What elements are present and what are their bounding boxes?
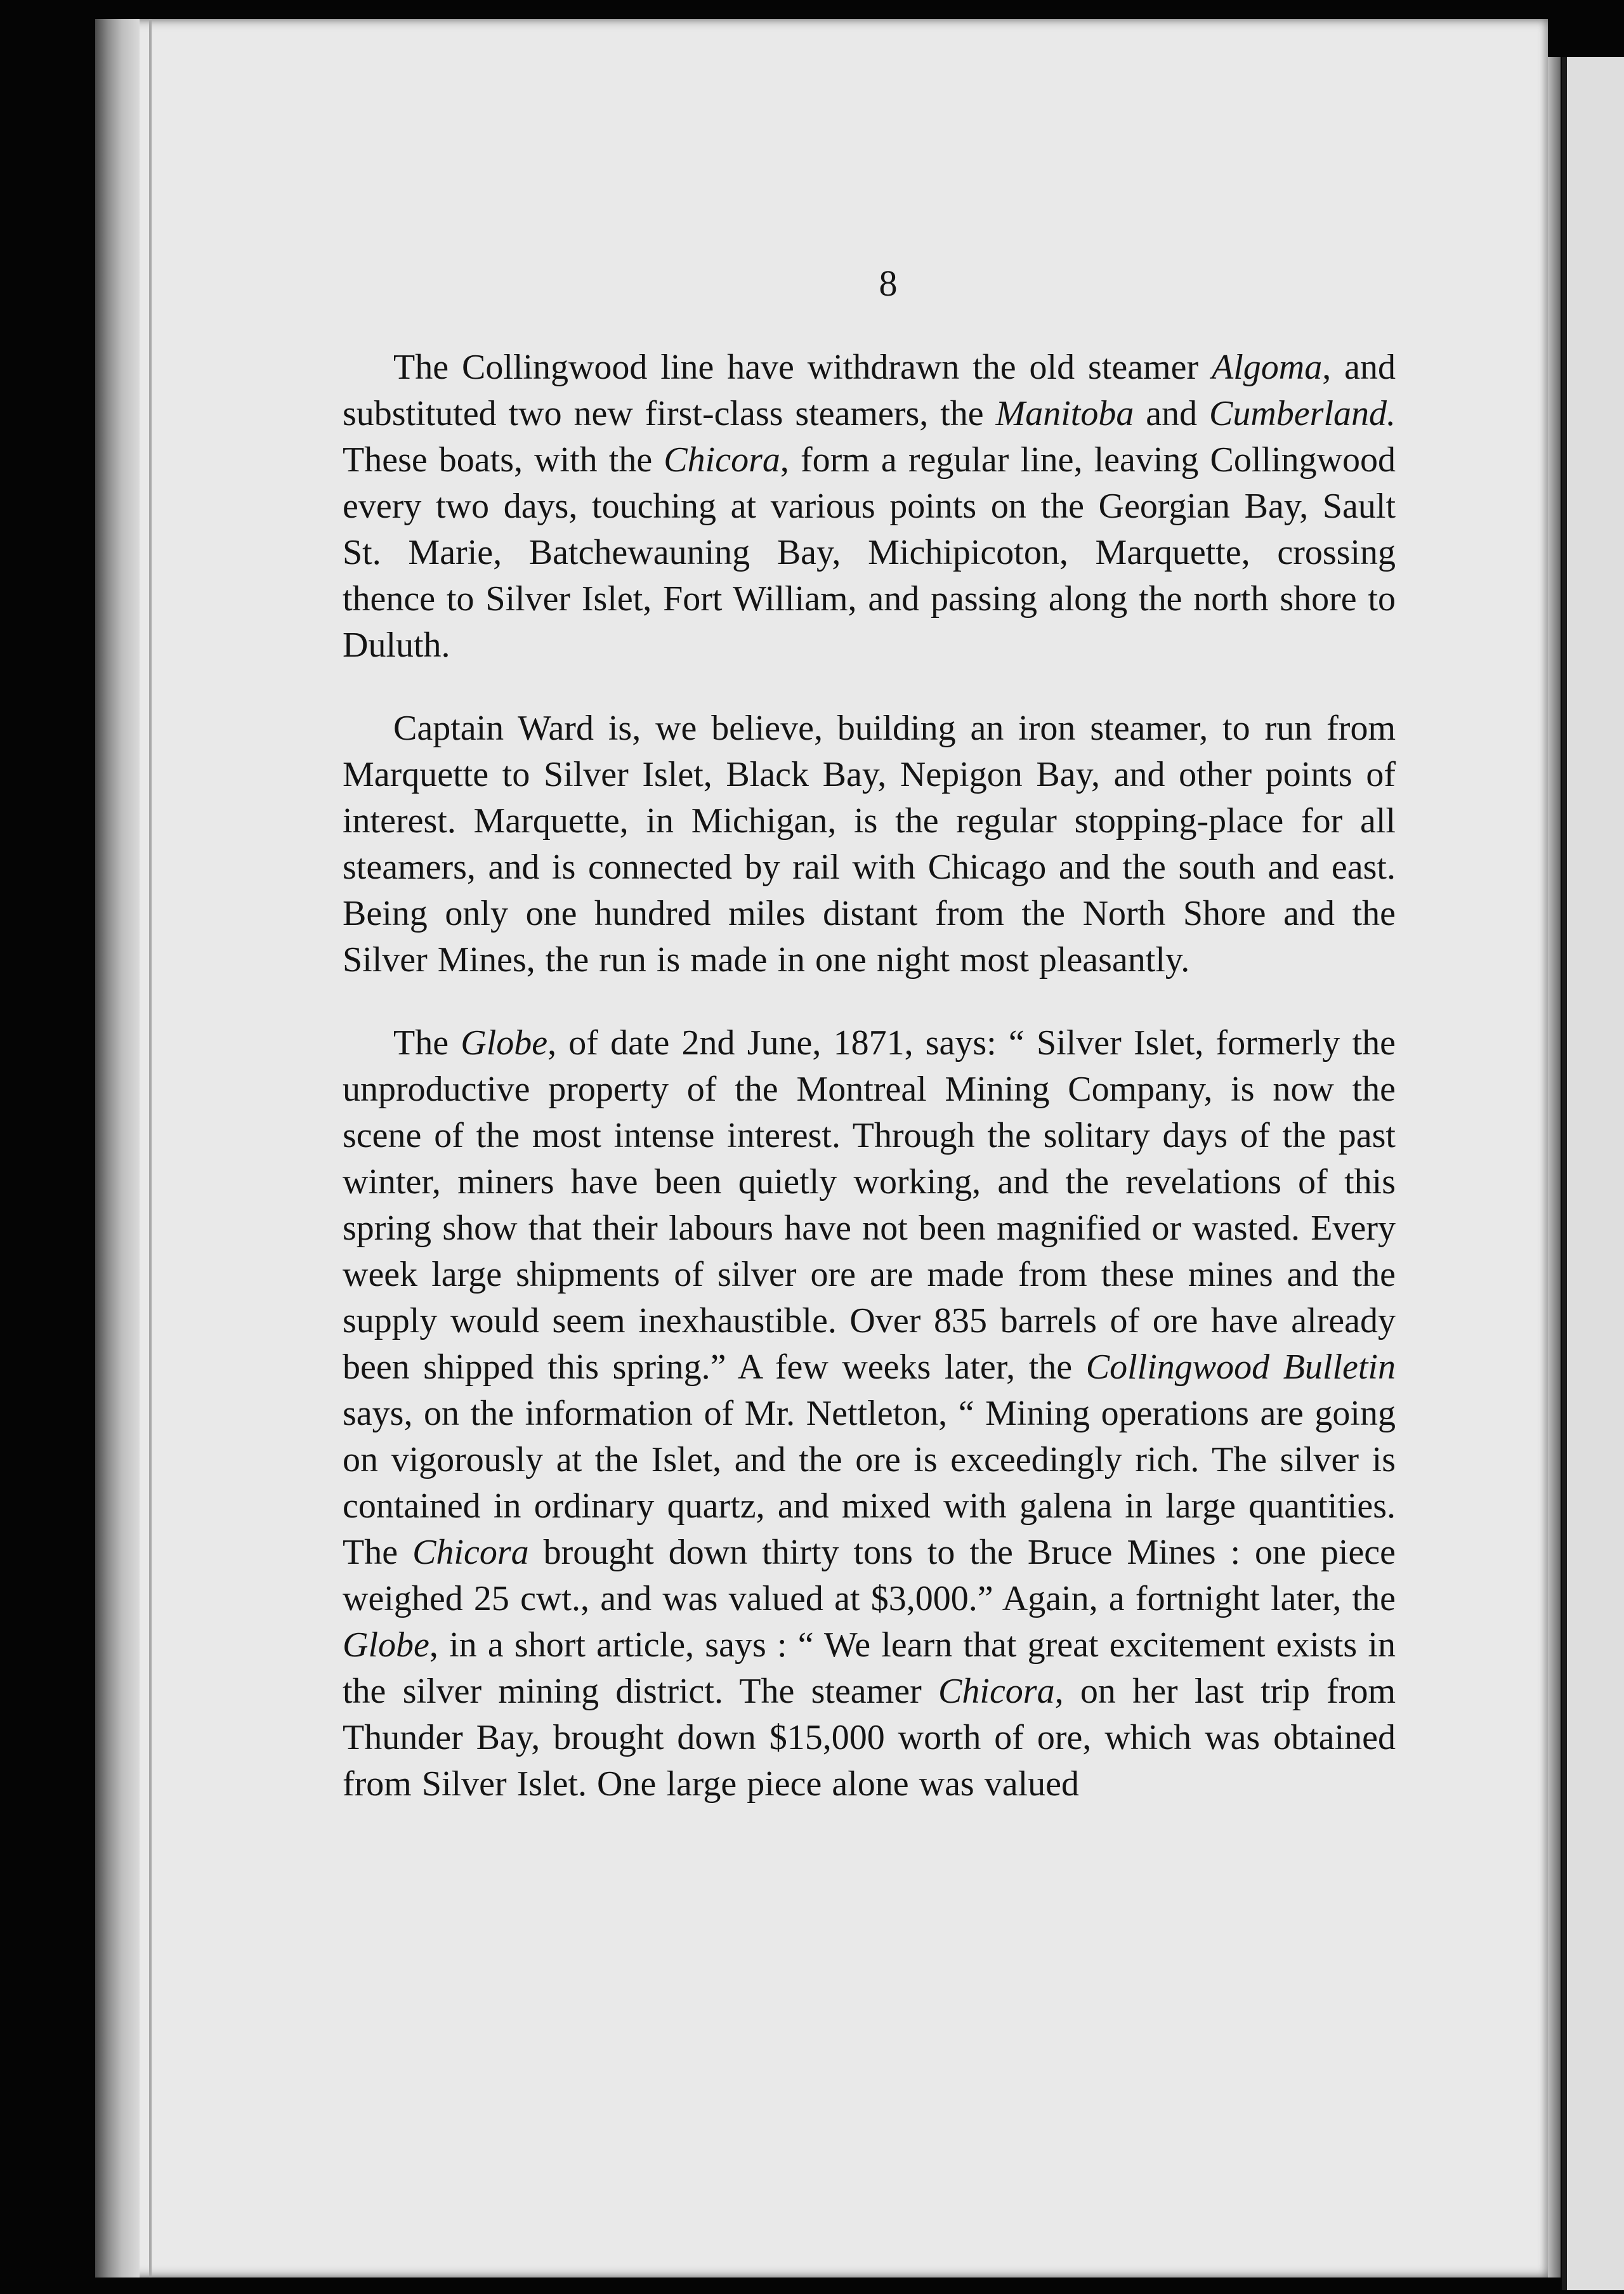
italic-text: Chicora [664, 440, 780, 480]
text-run: , and substituted two new first-class steamers, the [343, 348, 1396, 433]
text-run: says, on the information of Mr. Nettleton, “ Mining operations are going on vigorously at the Islet, and the ore is exceedingly rich. The silver is contained in ordinary quartz, and mixed with galena in large quantities. The [343, 1394, 1396, 1572]
italic-text: Globe [461, 1023, 548, 1063]
italic-text: Collingwood Bulletin [1085, 1347, 1396, 1387]
body-text [343, 344, 1396, 1807]
italic-text: Chicora [412, 1533, 529, 1572]
text-run: , in a short article, says : “ We learn that great excitement exists in the silver mining district. The steamer [343, 1625, 1396, 1711]
italic-text: Algoma [1212, 348, 1323, 387]
italic-text: Chicora [938, 1672, 1055, 1711]
text-run: These boats, with the [343, 440, 664, 480]
paragraph [343, 1020, 1396, 1807]
page-content [343, 260, 1396, 1844]
italic-text: Cumberland. [1209, 394, 1396, 433]
italic-text: Manitoba [995, 394, 1134, 433]
text-run: brought down thirty tons to the Bruce Mines : one piece weighed 25 cwt., and was valued at $3,000.” Again, a fortnight later, the [343, 1533, 1396, 1618]
text-run: Captain Ward is, we believe, building an iron steamer, to run from Marquette to Silver Islet, Black Bay, Nepigon Bay, and other points of interest. Marquette, in Michigan, is the regular stopping-place for all steamers, and is connected by rail with Chicago and the south and east. Being only one hundred miles distant from the North Shore and the Silver Mines, the run is made in one night most pleasantly. [343, 709, 1396, 980]
text-run: , of date 2nd June, 1871, says: “ Silver Islet, formerly the unproductive property of the Montreal Mining Company, is now the scene of the most intense interest. Through the solitary days of the past winter, miners have been quietly working, and the revelations of this spring show that their labours have not been magnified or wasted. Every week large shipments of silver ore are made from these mines and the supply would seem inexhaustible. Over 835 barrels of ore have already been shipped this spring.” A few weeks later, the [343, 1023, 1396, 1387]
binding-shadow [95, 19, 140, 2278]
text-run: The Collingwood line have withdrawn the old steamer [393, 348, 1212, 387]
text-run: and [1134, 394, 1210, 433]
binding-line [149, 19, 152, 2278]
text-run: The [393, 1023, 461, 1063]
text-run: , form a regular line, leaving Collingwood every two days, touching at various points on the Georgian Bay, Sault St. Marie, Batchewauning Bay, Michipicoton, Marquette, crossing thence to Silver Islet, Fort William, and passing along the north shore to Duluth. [343, 440, 1396, 665]
page-right-edge [1548, 57, 1561, 2278]
italic-text: Globe [343, 1625, 429, 1665]
next-page-sliver [1567, 57, 1624, 2290]
text-run: , on her last trip from Thunder Bay, brought down $15,000 worth of ore, which was obtained from Silver Islet. One large piece alone was valued [343, 1672, 1396, 1804]
paragraph [343, 344, 1396, 669]
page-number: 8 [879, 263, 898, 304]
paragraph [343, 705, 1396, 983]
